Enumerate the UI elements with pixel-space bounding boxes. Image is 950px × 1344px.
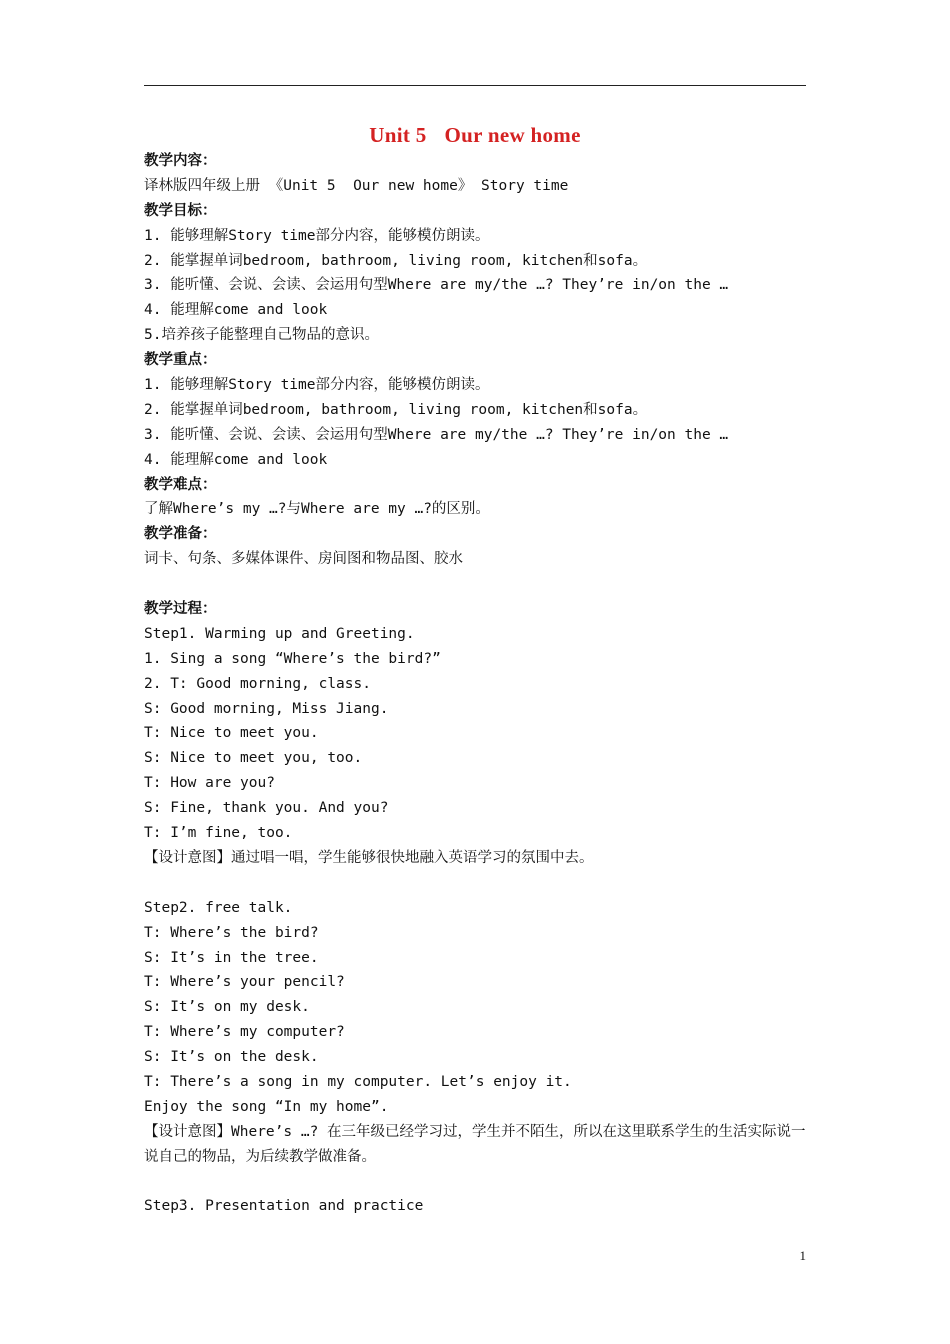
section-heading: 教学准备： [144, 526, 217, 543]
header-rule [144, 85, 806, 86]
step-line: 2. T: Good morning, class. [144, 675, 371, 692]
step-line: S: It’s on my desk. [144, 999, 310, 1016]
title-name: Our new home [444, 123, 581, 147]
step-line: Enjoy the song “In my home”. [144, 1098, 389, 1115]
step-line: T: Where’s your pencil? [144, 974, 345, 991]
step-line: T: Where’s the bird? [144, 924, 319, 941]
list-item: 5.培养孩子能整理自己物品的意识。 [144, 327, 379, 344]
step-line: 1. Sing a song “Where’s the bird?” [144, 650, 441, 667]
design-intent: 【设计意图】通过唱一唱，学生能够很快地融入英语学习的氛围中去。 [144, 849, 594, 866]
list-item: 3. 能听懂、会说、会读、会运用句型Where are my/the …? They’re in/on the … [144, 426, 729, 443]
section-heading: 教学过程： [144, 601, 217, 618]
step-line: S: Fine, thank you. And you? [144, 800, 389, 817]
step-line: T: Nice to meet you. [144, 725, 319, 742]
list-item: 2. 能掌握单词bedroom, bathroom, living room, kitchen和sofa。 [144, 252, 648, 269]
paragraph: 词卡、句条、多媒体课件、房间图和物品图、胶水 [144, 551, 463, 568]
step-line: Step3. Presentation and practice [144, 1198, 424, 1215]
step-line: Step2. free talk. [144, 899, 293, 916]
design-intent: 【设计意图】Where’s …? 在三年级已经学习过，学生并不陌生，所以在这里联系学生的生活实际说一说自己的物品，为后续教学做准备。 [144, 1123, 806, 1165]
document-body [144, 149, 808, 1219]
step-line: T: I’m fine, too. [144, 825, 293, 842]
section-heading: 教学内容： [144, 153, 217, 169]
step-line: S: Good morning, Miss Jiang. [144, 700, 389, 717]
step-line: S: Nice to meet you, too. [144, 750, 363, 767]
section-heading: 教学难点： [144, 476, 217, 493]
paragraph: 译林版四年级上册 《Unit 5 Our new home》 Story time [144, 177, 569, 194]
section-heading: 教学目标： [144, 202, 217, 219]
paragraph: 了解Where’s my …?与Where are my …?的区别。 [144, 501, 490, 518]
step-line: S: It’s on the desk. [144, 1049, 319, 1066]
step-line: Step1. Warming up and Greeting. [144, 625, 415, 642]
step-line: T: Where’s my computer? [144, 1024, 345, 1041]
section-heading: 教学重点： [144, 352, 217, 369]
list-item: 4. 能理解come and look [144, 451, 328, 468]
list-item: 1. 能够理解Story time部分内容，能够模仿朗读。 [144, 377, 490, 394]
step-line: T: How are you? [144, 775, 275, 792]
step-line: T: There’s a song in my computer. Let’s enjoy it. [144, 1073, 572, 1090]
page-number: 1 [799, 1248, 806, 1263]
list-item: 1. 能够理解Story time部分内容，能够模仿朗读。 [144, 227, 490, 244]
list-item: 3. 能听懂、会说、会读、会运用句型Where are my/the …? They’re in/on the … [144, 277, 729, 294]
document-title [0, 123, 950, 148]
list-item: 2. 能掌握单词bedroom, bathroom, living room, kitchen和sofa。 [144, 401, 648, 418]
step-line: S: It’s in the tree. [144, 949, 319, 966]
title-unit: Unit 5 [369, 123, 427, 147]
list-item: 4. 能理解come and look [144, 302, 328, 319]
